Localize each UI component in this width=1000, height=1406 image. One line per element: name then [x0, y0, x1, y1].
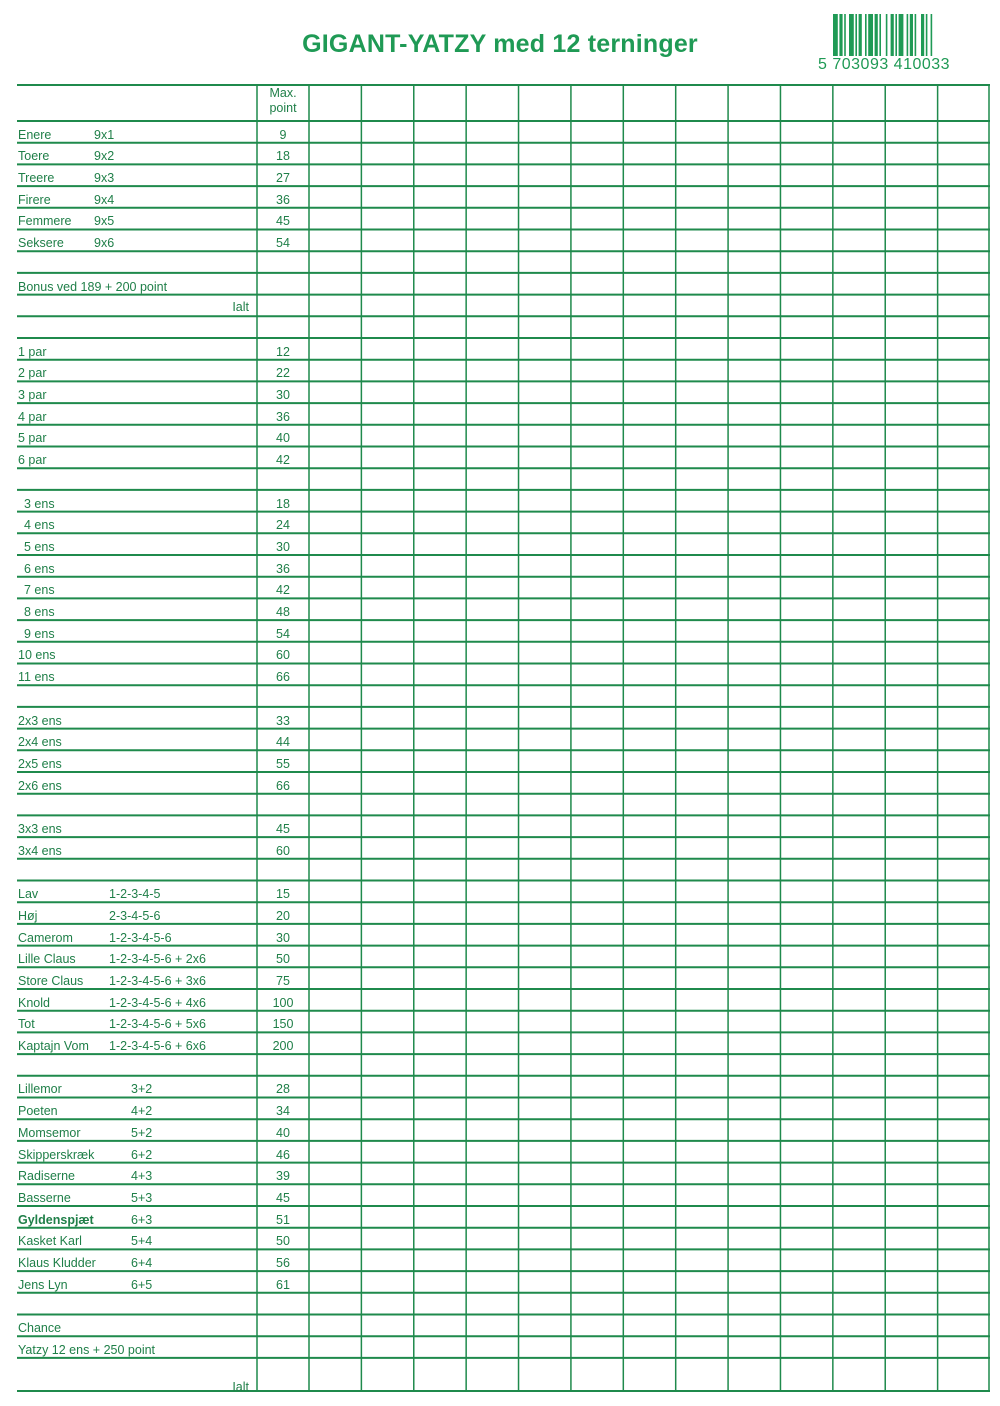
score-row	[17, 360, 990, 382]
row-label: 2 par	[18, 366, 47, 381]
row-max-points: 100	[272, 995, 294, 1010]
row-combination: 9x6	[94, 236, 115, 251]
row-combination: 1-2-3-4-5-6 + 5x6	[109, 1017, 206, 1032]
row-label: 4 ens	[24, 518, 55, 533]
row-combination: 6+5	[131, 1277, 153, 1292]
row-label: Lav	[18, 887, 39, 902]
row-label: Poeten	[18, 1104, 58, 1119]
row-combination: 9x3	[94, 171, 115, 186]
score-row	[17, 772, 990, 794]
row-max-points: 30	[276, 388, 290, 403]
score-row	[17, 121, 990, 143]
row-max-points: 40	[276, 1125, 290, 1140]
max-point-header: Max. point	[269, 86, 297, 115]
row-label: Firere	[18, 192, 51, 207]
score-row	[17, 902, 990, 924]
row-max-points: 66	[276, 778, 290, 793]
score-row	[17, 1315, 990, 1337]
row-combination: 9x5	[94, 214, 115, 229]
row-label: Chance	[18, 1321, 62, 1336]
row-max-points: 44	[276, 735, 290, 750]
row-combination: 1-2-3-4-5-6	[109, 930, 172, 945]
score-row	[17, 946, 990, 968]
score-row	[17, 685, 990, 707]
score-row	[17, 598, 990, 620]
row-combination: 4+2	[131, 1104, 153, 1119]
score-row	[17, 316, 990, 338]
barcode-icon	[833, 14, 985, 60]
row-max-points: 42	[276, 453, 290, 468]
row-max-points: 150	[272, 1017, 294, 1032]
row-label: 4 par	[18, 409, 47, 424]
score-row	[17, 1249, 990, 1271]
row-label: 3 ens	[24, 496, 55, 511]
row-max-points: 36	[276, 409, 290, 424]
score-row	[17, 1141, 990, 1163]
row-max-points: 30	[276, 539, 290, 554]
score-row	[17, 881, 990, 903]
row-label: 11 ens	[18, 670, 55, 685]
row-max-points: 60	[276, 648, 290, 663]
row-max-points: 12	[276, 344, 290, 359]
row-max-points: 48	[276, 605, 290, 620]
row-max-points: 66	[276, 670, 290, 685]
score-row	[17, 555, 990, 577]
row-label: 2x3 ens	[18, 713, 62, 728]
row-max-points: 200	[272, 1039, 294, 1054]
row-label: 9 ens	[24, 626, 55, 641]
row-combination: 6+2	[131, 1147, 153, 1162]
score-row	[17, 533, 990, 555]
row-label: Seksere	[18, 236, 64, 251]
score-row	[17, 664, 990, 686]
score-row	[17, 1054, 990, 1076]
row-label: 2x4 ens	[18, 735, 62, 750]
score-row	[17, 620, 990, 642]
row-combination: 3+2	[131, 1082, 153, 1097]
score-row	[17, 1336, 990, 1358]
score-row	[17, 230, 990, 252]
row-total-label: Ialt	[232, 1379, 249, 1394]
score-row	[17, 186, 990, 208]
row-combination: 9x4	[94, 192, 115, 207]
row-combination: 5+4	[131, 1234, 153, 1249]
row-combination: 9x1	[94, 127, 115, 142]
row-max-points: 45	[276, 1190, 290, 1205]
row-max-points: 22	[276, 366, 290, 381]
row-combination: 6+3	[131, 1212, 153, 1227]
row-combination: 5+3	[131, 1190, 153, 1205]
score-row	[17, 273, 990, 295]
score-row	[17, 164, 990, 186]
row-max-points: 56	[276, 1256, 290, 1271]
row-max-points: 34	[276, 1104, 290, 1119]
row-combination: 1-2-3-4-5-6 + 4x6	[109, 995, 206, 1010]
score-row	[17, 1163, 990, 1185]
row-label: 1 par	[18, 344, 47, 359]
row-label: Treere	[18, 171, 55, 186]
row-max-points: 54	[276, 626, 290, 641]
score-row	[17, 381, 990, 403]
score-sheet	[17, 84, 990, 1392]
score-row	[17, 1184, 990, 1206]
row-label: 2x5 ens	[18, 756, 62, 771]
score-row	[17, 642, 990, 664]
row-total-label: Ialt	[232, 300, 249, 315]
row-label: 6 par	[18, 453, 47, 468]
barcode-number: 5 703093 410033	[816, 56, 992, 74]
score-row	[17, 1076, 990, 1098]
row-label: 10 ens	[18, 648, 56, 663]
row-label: Enere	[18, 127, 52, 142]
score-row	[17, 967, 990, 989]
row-label: 5 ens	[24, 539, 55, 554]
score-row	[17, 425, 990, 447]
score-row	[17, 512, 990, 534]
score-row	[17, 750, 990, 772]
row-label: 7 ens	[24, 583, 55, 598]
score-row	[17, 338, 990, 360]
row-combination: 2-3-4-5-6	[109, 908, 161, 923]
row-max-points: 36	[276, 561, 290, 576]
score-row	[17, 468, 990, 490]
row-label: Gyldenspjæt	[18, 1212, 94, 1227]
page-title: GIGANT-YATZY med 12 terninger	[302, 30, 698, 58]
row-label: Store Claus	[18, 973, 84, 988]
row-max-points: 9	[279, 127, 287, 142]
score-row	[17, 208, 990, 230]
row-max-points: 30	[276, 930, 290, 945]
score-row	[17, 859, 990, 881]
row-label: Høj	[18, 908, 38, 923]
row-combination: 1-2-3-4-5-6 + 2x6	[109, 952, 206, 967]
row-max-points: 61	[276, 1277, 290, 1292]
row-max-points: 36	[276, 192, 290, 207]
row-label: Radiserne	[18, 1169, 75, 1184]
row-max-points: 46	[276, 1147, 290, 1162]
row-label: 3x4 ens	[18, 843, 62, 858]
row-label: Lillemor	[18, 1082, 62, 1097]
row-max-points: 18	[276, 149, 290, 164]
row-max-points: 24	[276, 518, 290, 533]
row-max-points: 27	[276, 171, 290, 186]
score-row	[17, 295, 990, 317]
row-combination: 6+4	[131, 1256, 153, 1271]
score-row	[17, 837, 990, 859]
row-label: Basserne	[18, 1190, 71, 1205]
score-row	[17, 143, 990, 165]
row-label: Femmere	[18, 214, 72, 229]
score-row	[17, 815, 990, 837]
row-max-points: 51	[276, 1212, 290, 1227]
row-combination: 1-2-3-4-5	[109, 887, 161, 902]
row-label: Yatzy 12 ens + 250 point	[18, 1342, 156, 1357]
row-max-points: 18	[276, 496, 290, 511]
score-row	[17, 490, 990, 512]
row-label: Camerom	[18, 930, 73, 945]
row-max-points: 45	[276, 214, 290, 229]
score-row	[17, 1271, 990, 1293]
row-max-points: 40	[276, 431, 290, 446]
score-row	[17, 794, 990, 816]
row-max-points: 54	[276, 236, 290, 251]
row-max-points: 45	[276, 822, 290, 837]
row-label: Bonus ved 189 + 200 point	[18, 279, 168, 294]
row-label: 3 par	[18, 388, 47, 403]
row-max-points: 42	[276, 583, 290, 598]
row-max-points: 50	[276, 952, 290, 967]
score-row	[17, 1206, 990, 1228]
score-row	[17, 989, 990, 1011]
score-row	[17, 1228, 990, 1250]
row-max-points: 75	[276, 973, 290, 988]
row-combination: 4+3	[131, 1169, 153, 1184]
row-max-points: 39	[276, 1169, 290, 1184]
row-combination: 9x2	[94, 149, 115, 164]
score-row	[17, 924, 990, 946]
row-max-points: 15	[276, 887, 290, 902]
row-max-points: 33	[276, 713, 290, 728]
score-row	[17, 1358, 990, 1396]
row-combination: 1-2-3-4-5-6 + 6x6	[109, 1039, 206, 1054]
row-label: Kasket Karl	[18, 1234, 82, 1249]
row-label: Jens Lyn	[18, 1277, 68, 1292]
row-max-points: 55	[276, 756, 290, 771]
row-label: Lille Claus	[18, 952, 76, 967]
score-row	[17, 707, 990, 729]
score-row	[17, 251, 990, 273]
row-label: Kaptajn Vom	[18, 1039, 89, 1054]
row-combination: 1-2-3-4-5-6 + 3x6	[109, 973, 206, 988]
score-row	[17, 577, 990, 599]
row-label: 3x3 ens	[18, 822, 62, 837]
row-label: Tot	[18, 1017, 35, 1032]
row-label: Skipperskræk	[18, 1147, 95, 1162]
row-max-points: 50	[276, 1234, 290, 1249]
score-row	[17, 1119, 990, 1141]
row-max-points: 60	[276, 843, 290, 858]
score-row	[17, 729, 990, 751]
row-label: 8 ens	[24, 605, 55, 620]
row-max-points: 20	[276, 908, 290, 923]
row-label: 2x6 ens	[18, 778, 62, 793]
row-max-points: 28	[276, 1082, 290, 1097]
row-label: 6 ens	[24, 561, 55, 576]
row-label: 5 par	[18, 431, 47, 446]
score-row	[17, 1098, 990, 1120]
score-row	[17, 1032, 990, 1054]
row-label: Toere	[18, 149, 50, 164]
score-row	[17, 403, 990, 425]
row-label: Knold	[18, 995, 50, 1010]
score-row	[17, 447, 990, 469]
score-row	[17, 1293, 990, 1315]
row-label: Momsemor	[18, 1125, 81, 1140]
row-combination: 5+2	[131, 1125, 153, 1140]
score-row	[17, 1011, 990, 1033]
row-label: Klaus Kludder	[18, 1256, 96, 1271]
